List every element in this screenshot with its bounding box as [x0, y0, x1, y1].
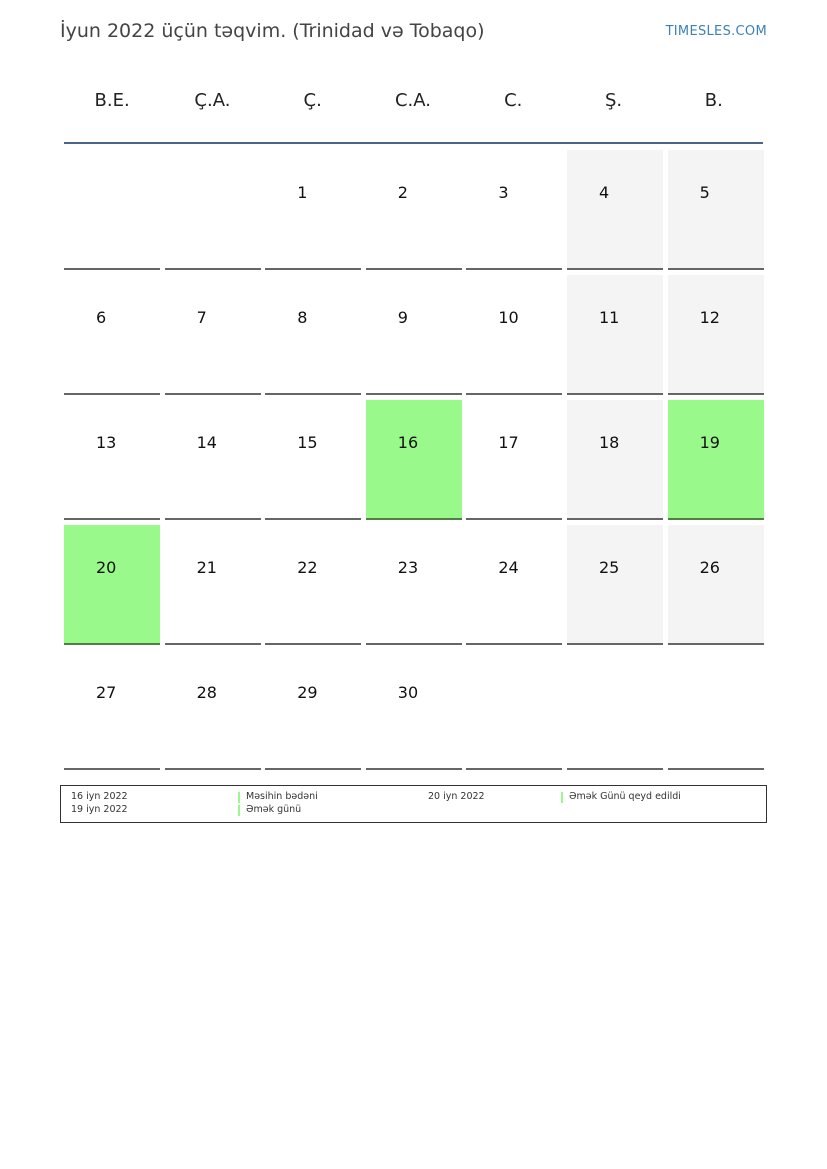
- calendar-day: [366, 275, 462, 395]
- calendar-week: [64, 525, 768, 645]
- calendar-day: [466, 400, 562, 520]
- calendar-day: [466, 525, 562, 645]
- day-number: 21: [196, 558, 217, 577]
- day-number: 4: [598, 183, 610, 202]
- day-number: 25: [598, 558, 620, 577]
- day-number: 20: [96, 558, 117, 577]
- day-number: 14: [196, 433, 217, 452]
- day-number: 1: [297, 183, 308, 202]
- calendar-day: [64, 525, 160, 645]
- weekday-label: C.: [504, 90, 523, 111]
- day-number: 13: [96, 433, 117, 452]
- day-number: 7: [196, 308, 207, 327]
- calendar-day: [567, 275, 663, 395]
- calendar-day: [64, 275, 160, 395]
- day-number: 24: [498, 558, 519, 577]
- calendar-day: [165, 150, 261, 270]
- calendar-day: [567, 525, 663, 645]
- day-number: 27: [96, 683, 117, 702]
- weekday-label: C.A.: [394, 90, 431, 111]
- day-number: 12: [699, 308, 720, 327]
- day-number: 3: [498, 183, 509, 202]
- brand-link[interactable]: TIMESLES.COM: [665, 24, 767, 39]
- calendar-day: [64, 650, 160, 770]
- day-number: 11: [598, 308, 620, 327]
- calendar-day: [668, 650, 764, 770]
- day-number: 18: [598, 433, 620, 452]
- weekday-label: Ç.: [303, 90, 322, 111]
- day-number: 8: [297, 308, 308, 327]
- calendar-day: [466, 275, 562, 395]
- calendar-day: [366, 150, 462, 270]
- weekday-label: B.E.: [94, 90, 130, 111]
- calendar-day: [265, 650, 361, 770]
- legend-date: 20 iyn 2022: [428, 791, 485, 802]
- calendar-day: [64, 400, 160, 520]
- calendar-day: [466, 650, 562, 770]
- calendar-day: [165, 400, 261, 520]
- calendar-day: [668, 150, 764, 270]
- calendar-day: [64, 150, 160, 270]
- weekday-label: B.: [704, 90, 723, 111]
- day-number: 23: [397, 558, 419, 577]
- calendar-day: [265, 275, 361, 395]
- day-number: 5: [699, 183, 710, 202]
- calendar-grid: [64, 150, 768, 775]
- calendar-day: [165, 650, 261, 770]
- day-number: 22: [297, 558, 318, 577]
- legend-holiday-name: Məsihin bədəni: [246, 791, 318, 802]
- calendar-week: [64, 275, 768, 395]
- day-number: 9: [397, 308, 408, 327]
- day-number: 26: [699, 558, 720, 577]
- holiday-color-marker: [238, 805, 240, 816]
- page-title: İyun 2022 üçün təqvim. (Trinidad və Tobaqo): [60, 20, 485, 42]
- legend-holiday-name: Əmək günü: [246, 804, 302, 815]
- calendar-week: [64, 150, 768, 270]
- day-number: 15: [297, 433, 318, 452]
- weekday-label: Ç.A.: [194, 90, 231, 111]
- legend-date: 16 iyn 2022: [71, 791, 128, 802]
- calendar-day: [366, 650, 462, 770]
- calendar-day: [265, 150, 361, 270]
- calendar-week: [64, 400, 768, 520]
- day-number: 16: [397, 433, 419, 452]
- day-number: 10: [498, 308, 519, 327]
- holiday-color-marker: [238, 792, 240, 803]
- calendar-day: [567, 650, 663, 770]
- calendar-day: [567, 150, 663, 270]
- calendar-day: [466, 150, 562, 270]
- weekday-label: Ş.: [604, 90, 623, 111]
- calendar-day: [668, 525, 764, 645]
- header-divider: [64, 142, 763, 144]
- day-number: 19: [699, 433, 720, 452]
- legend-date: 19 iyn 2022: [71, 804, 128, 815]
- holiday-color-marker: [561, 792, 563, 803]
- holiday-legend: [60, 785, 767, 823]
- calendar-day: [567, 400, 663, 520]
- calendar-day: [165, 275, 261, 395]
- day-number: 17: [498, 433, 519, 452]
- calendar-day: [265, 525, 361, 645]
- weekday-header-row: [62, 90, 764, 111]
- calendar-day: [265, 400, 361, 520]
- day-number: 30: [397, 683, 419, 702]
- calendar-day: [668, 400, 764, 520]
- calendar-day: [366, 525, 462, 645]
- day-number: 2: [397, 183, 408, 202]
- legend-holiday-name: Əmək Günü qeyd edildi: [569, 791, 681, 802]
- day-number: 28: [196, 683, 217, 702]
- calendar-day: [668, 275, 764, 395]
- calendar-day: [165, 525, 261, 645]
- day-number: 6: [96, 308, 107, 327]
- calendar-day: [366, 400, 462, 520]
- calendar-week: [64, 650, 768, 770]
- day-number: 29: [297, 683, 318, 702]
